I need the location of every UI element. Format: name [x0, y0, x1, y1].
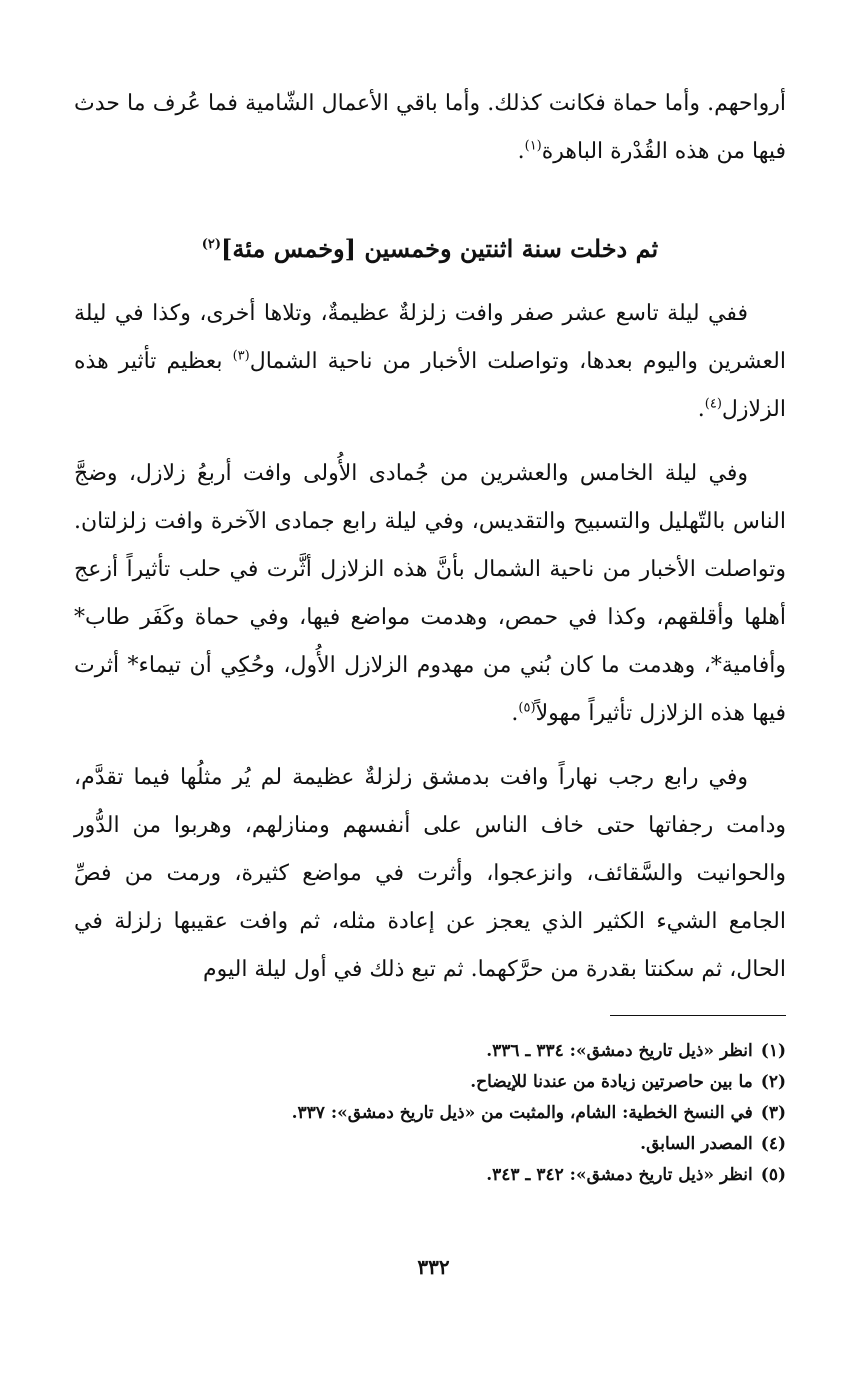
footnote-ref-3: (٣)	[232, 348, 250, 364]
section-heading-text: ثم دخلت سنة اثنتين وخمسين [وخمس مئة]	[221, 234, 659, 263]
paragraph-3-end: .	[511, 701, 519, 726]
page-number: ٣٣٢	[417, 1255, 450, 1279]
paragraph-2-text-a: ففي ليلة تاسع عشر صفر وافت زلزلةٌ عظيمةٌ، وتلاها أخرى، وكذا في ليلة العشرين واليوم بعدها، وتواصلت الأخبار من ناحية الشمال	[74, 301, 786, 374]
paragraph-gap	[74, 434, 786, 450]
footnote-number: (٣)	[760, 1103, 786, 1123]
paragraph-2-end: .	[697, 397, 705, 422]
paragraph-2-text-b: بعظيم تأثير هذه الزلازل	[74, 349, 786, 422]
footnote-text: المصدر السابق.	[640, 1134, 753, 1154]
paragraph-1-text: أرواحهم. وأما حماة فكانت كذلك. وأما باقي الأعمال الشّامية فما عُرف ما حدث فيها من هذه القُدْرة الباهرة	[74, 91, 786, 164]
paragraph-3-text: وفي ليلة الخامس والعشرين من جُمادى الأُولى وافت أربعُ زلازل، وضجَّ الناس بالتّهليل والتسبيح والتقديس، وفي ليلة رابع جمادى الآخرة وافت زلزلتان. وتواصلت الأخبار من ناحية الشمال بأنَّ هذه الزلازل أثَّرت في حلب تأثيراً أزعج أهلها وأقلقهم، وكذا في حمص، وهدمت مواضع فيها، وفي حماة وكَفَر طاب* وأفامية*، وهدمت ما كان بُني من مهدوم الزلازل الأُول، وحُكِي أن تيماء* أثرت فيها هذه الزلازل تأثيراً مهولاً	[74, 461, 786, 726]
footnote-ref-2: (٢)	[201, 237, 222, 252]
footnote-number: (١)	[760, 1041, 786, 1061]
footnote-5	[74, 1160, 786, 1191]
footnote-2	[74, 1067, 786, 1098]
footnotes	[74, 1036, 786, 1191]
main-text	[74, 80, 786, 994]
footnote-ref-4: (٤)	[704, 396, 722, 412]
footnote-number: (٢)	[760, 1072, 786, 1092]
footnote-number: (٥)	[760, 1165, 786, 1185]
footnote-text: انظر «ذيل تاريخ دمشق»: ٣٤٢ ـ ٣٤٣.	[486, 1165, 753, 1185]
paragraph-gap	[74, 738, 786, 754]
footnote-divider	[610, 1015, 786, 1016]
footnote-ref-1: (١)	[524, 138, 542, 154]
paragraph-3	[74, 450, 786, 738]
footnote-text: في النسخ الخطية: الشام، والمثبت من «ذيل تاريخ دمشق»: ٣٣٧.	[291, 1103, 753, 1123]
section-heading	[74, 176, 786, 290]
paragraph-2	[74, 290, 786, 434]
paragraph-4	[74, 754, 786, 994]
footnote-text: انظر «ذيل تاريخ دمشق»: ٣٣٤ ـ ٣٣٦.	[486, 1041, 753, 1061]
footnote-1	[74, 1036, 786, 1067]
footnote-ref-5: (٥)	[518, 700, 536, 716]
paragraph-1: أرواحهم. وأما حماة فكانت كذلك. وأما باقي الأعمال الشّامية فما عُرف ما حدث فيها من هذه القُدْرة الباهرة$^{(١)}$.	[74, 91, 786, 164]
paragraph-4-text: وفي رابع رجب نهاراً وافت بدمشق زلزلةٌ عظيمة لم يُر مثلُها فيما تقدَّم، ودامت رجفاتها حتى خاف الناس على أنفسهم ومنازلهم، وهربوا من الدُّور والحوانيت والسَّقائف، وانزعجوا، وأثرت في مواضع كثيرة، ورمت من فصِّ الجامع الشيء الكثير الذي يعجز عن إعادة مثله، ثم وافت عقيبها زلزلة في الحال، ثم سكنتا بقدرة من حرَّكهما. ثم تبع ذلك في أول ليلة اليوم	[74, 765, 786, 982]
footnote-4	[74, 1129, 786, 1160]
footnote-3	[74, 1098, 786, 1129]
footnote-number: (٤)	[760, 1134, 786, 1154]
footnote-text: ما بين حاصرتين زيادة من عندنا للإيضاح.	[470, 1072, 753, 1092]
